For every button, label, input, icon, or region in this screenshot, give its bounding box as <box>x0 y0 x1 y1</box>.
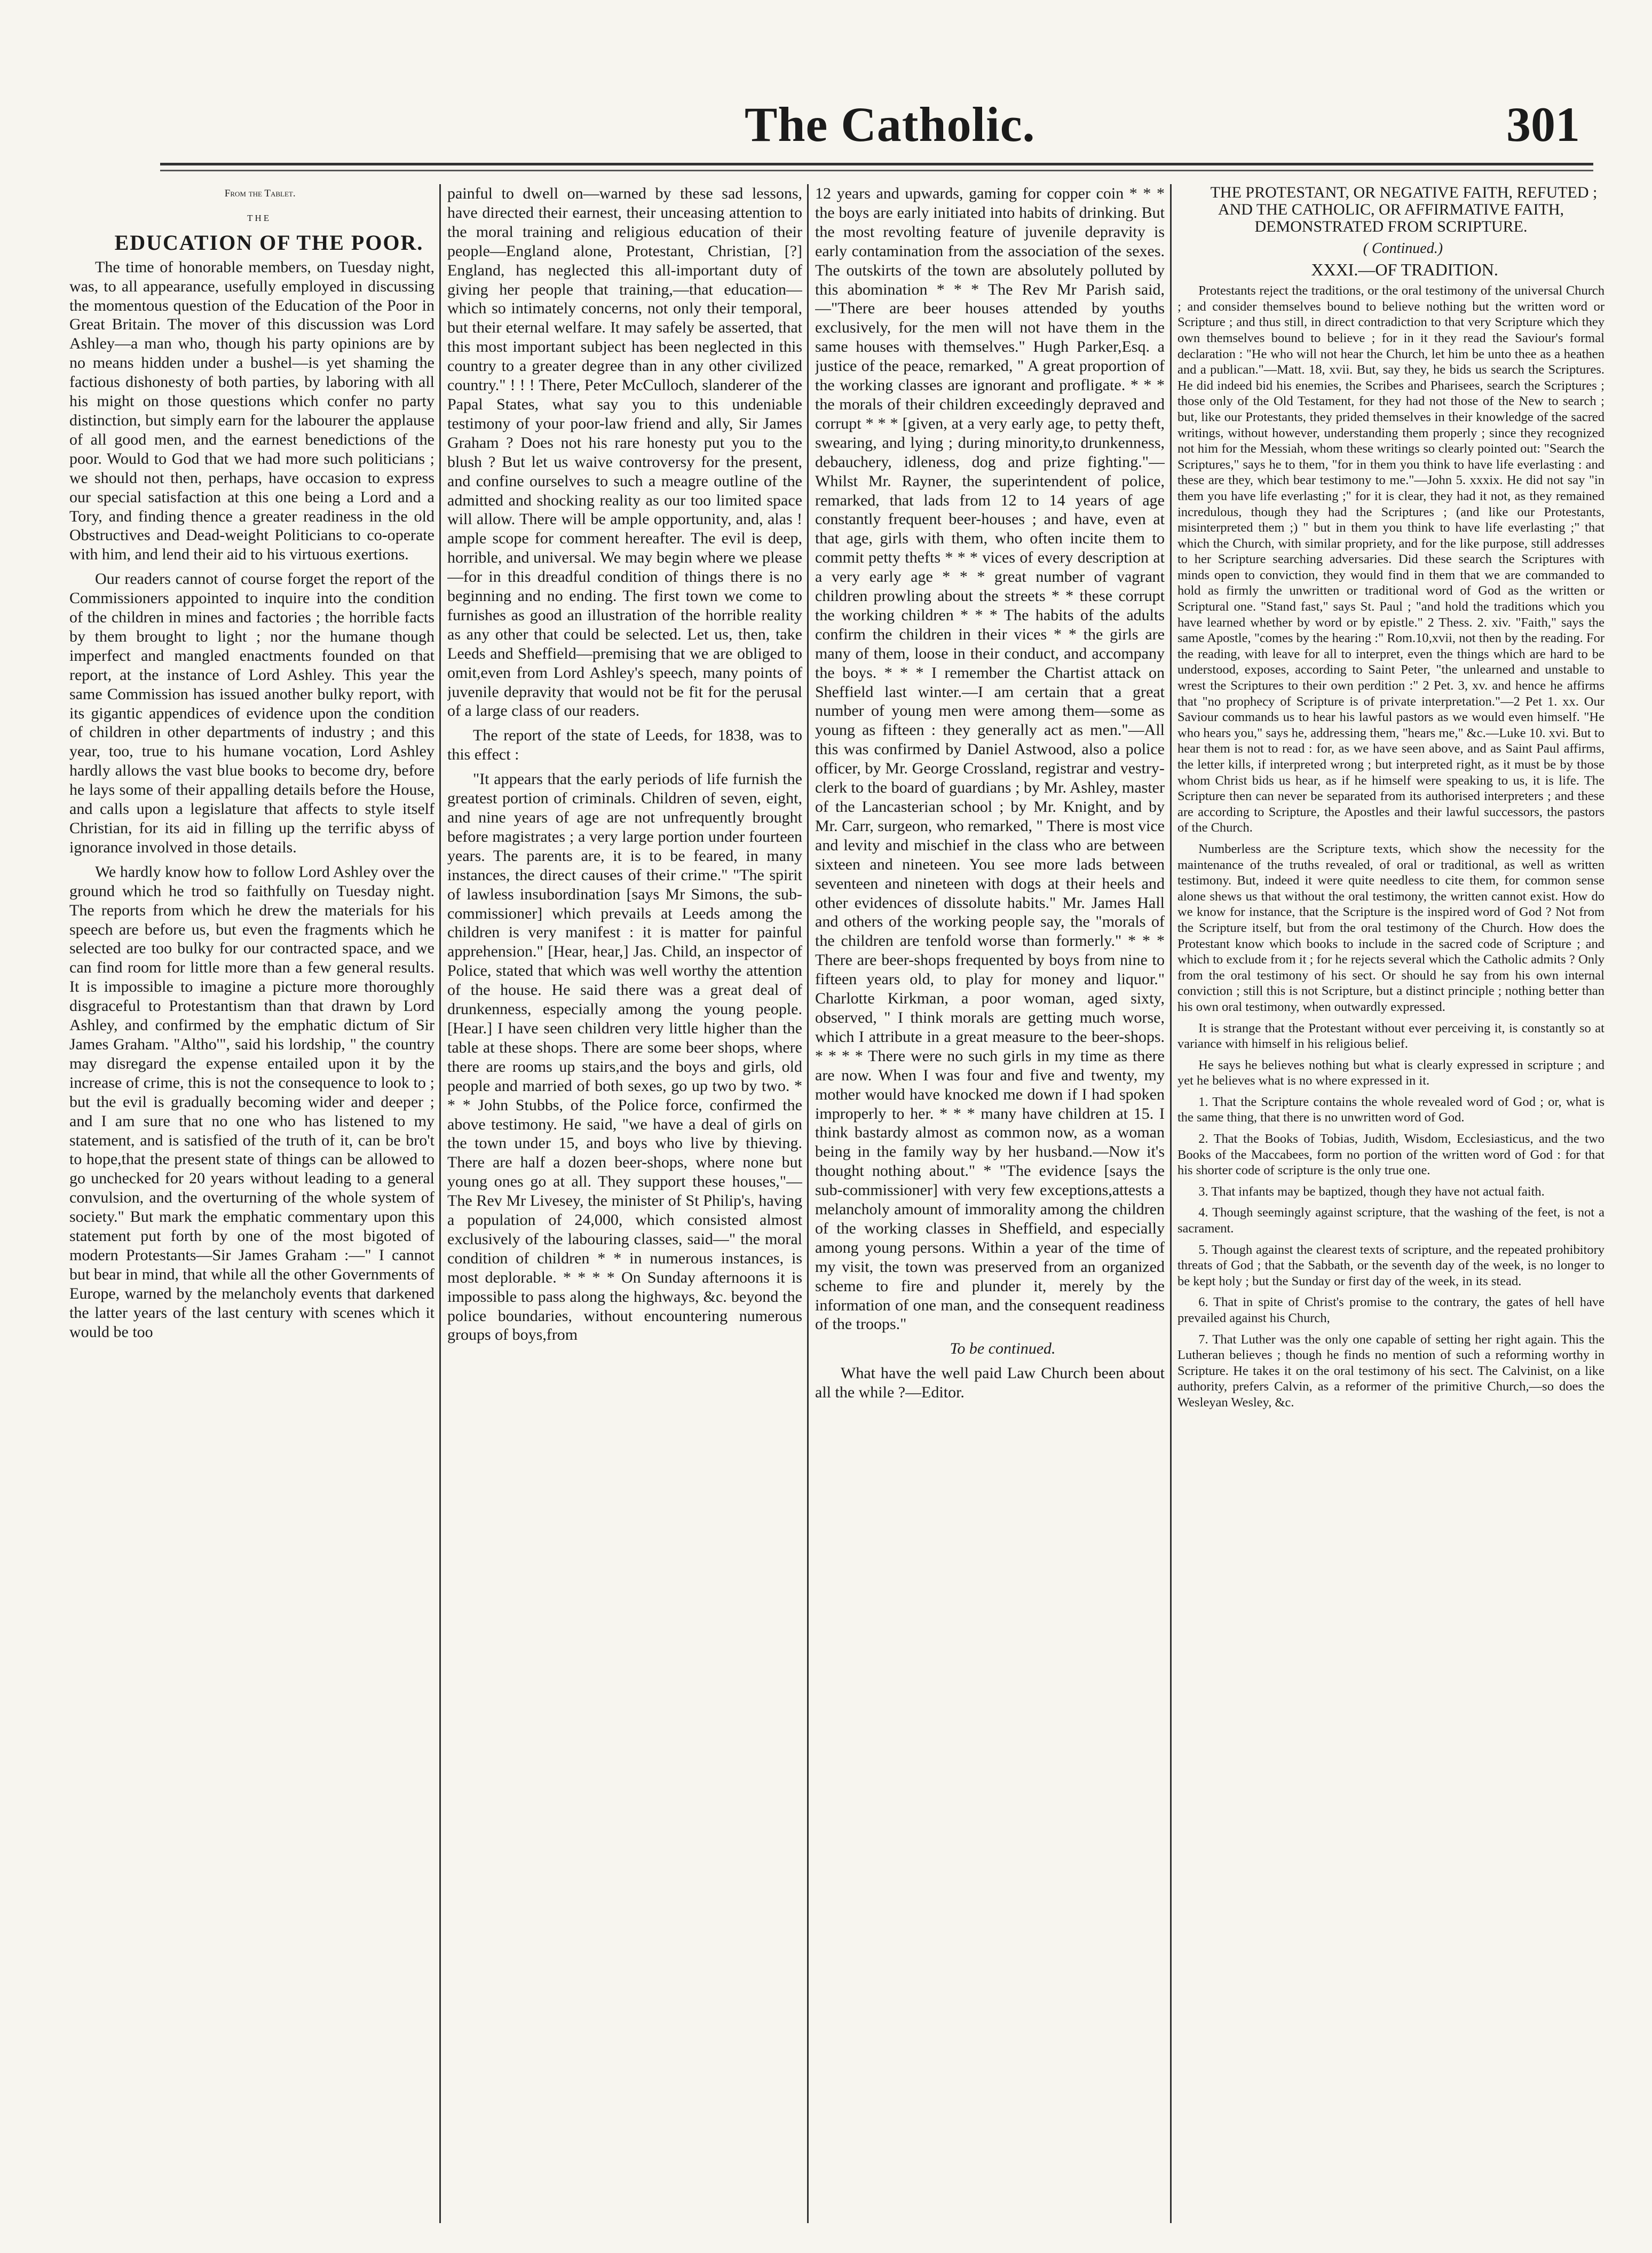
page-number: 301 <box>1506 97 1580 152</box>
paragraph: The time of honorable members, on Tuesday night, was, to all appearance, usefully employed in discussing the momentous question of the Education of the Poor in Great Britain. The mover of this discussion was Lord Ashley—a man who, though his party opinions are by no means hidden under a bushel—is yet shaming the factious dishonesty of both parties, by laboring with all his might on those questions which confer no party distinction, but simply earn for the labourer the applause of all good men, and the earnest benedictions of the poor. Would to God that we had more such politicians ; we should not then, perhaps, have occasion to express our special satisfaction at this one being a Lord and a Tory, and finding thence a greater readiness in the old Obstructives and Dead-weight Politicians to co-operate with him, and lend their aid to his virtuous exertions. <box>69 258 434 564</box>
column-divider <box>439 184 441 2223</box>
paragraph: "It appears that the early periods of life furnish the greatest portion of criminals. Children of seven, eight, and nine years of age are not unfrequently brought before magistrates ; a very large portion under fourteen years. The parents are, it is to be feared, in many instances, the direct causes of their crime." "The spirit of lawless insubordination [says Mr Simons, the sub-commissioner] which prevails at Leeds among the children is very manifest : it is matter for painful apprehension." [Hear, hear,] Jas. Child, an inspector of Police, stated that which was well worthy the attention of the house. He said there was a great deal of drunkenness, especially among the young people. [Hear.] I have seen children very little higher than the table at these shops. There are some beer shops, where there are rooms up stairs,and the boys and girls, old people and married of both sexes, go up two by two. * * * John Stubbs, of the Police force, confirmed the above testimony. He said, "we have a deal of girls on the town under 15, and boys who live by thieving. There are half a dozen beer-shops, where none but young ones go at all. They support these houses,"—The Rev Mr Livesey, the minister of St Philip's, having a population of 24,000, which consisted almost exclusively of the labouring classes, said—" the moral condition of children * * in numerous instances, is most deplorable. * * * * On Sunday afternoons it is impossible to pass along the highways, &c. beyond the police boundaries, without encountering numerous groups of boys,from <box>447 770 802 1344</box>
article-title: EDUCATION OF THE POOR. <box>114 230 424 255</box>
section-heading: XXXI.—OF TRADITION. <box>1311 259 1498 279</box>
editor-note: What have the well paid Law Church been about all the while ?—Editor. <box>815 1364 1165 1402</box>
continued-note: ( Continued.) <box>1363 240 1443 257</box>
list-item: 3. That infants may be baptized, though they have not actual faith. <box>1198 1184 1545 1199</box>
to-be-continued: To be continued. <box>950 1340 1056 1358</box>
column-divider <box>1170 184 1172 2223</box>
paragraph: It is strange that the Protestant without ever perceiving it, is constantly so at variance with himself in his religious belief. <box>1177 1021 1604 1052</box>
article-kicker: THE <box>247 212 272 223</box>
column-divider <box>807 184 809 2223</box>
paragraph: We hardly know how to follow Lord Ashley over the ground which he trod so faithfully on Tuesday night. The reports from which he drew the materials for his speech are before us, but even the fragments which he selected are too bulky for our contracted space, and we can find room for little more than a few general results. It is impossible to imagine a picture more thoroughly disgraceful to Protestantism than that drawn by Lord Ashley, and confirmed by the emphatic dictum of Sir James Graham. "Altho'", said his lordship, " the country may disregard the expense entailed upon it by the increase of crime, this is not the consequence to look to ; but the evil is gradually becoming wider and deeper ; and I am sure that no one who has listened to my statement, and is satisfied of the truth of it, can be bro't to hope,that the present state of things can be allowed to go unchecked for 20 years without leading to a general convulsion, and the overturning of the whole system of society." But mark the emphatic commentary upon this statement put forth by one of the most bigoted of modern Protestants—Sir James Graham :—" I cannot but bear in mind, that while all the other Governments of Europe, warned by the melancholy events that darkened the latter years of the last century with scenes which it would be too <box>69 863 434 1341</box>
list-item: 2. That the Books of Tobias, Judith, Wisdom, Ecclesiasticus, and the two Books of the Maccabees, form no portion of the written word of God : for that his shorter code of scripture is the only true one. <box>1177 1132 1604 1178</box>
column-1 <box>69 184 434 2223</box>
paragraph: Our readers cannot of course forget the report of the Commissioners appointed to inquire into the condition of the children in mines and factories ; the horrible facts by them brought to light ; nor the humane though imperfect and mangled enactments founded on that report, at the instance of Lord Ashley. This year the same Commission has issued another bulky report, with its gigantic appendices of evidence upon the condition of children in other departments of industry ; and this year, too, true to his humane vocation, Lord Ashley hardly allows the vast blue books to become dry, before he lays some of their appalling details before the House, and calls upon a legislature that affects to style itself Christian, for its aid in filling up the terrific abyss of ignorance involved in those details. <box>69 570 434 856</box>
list-item: 6. That in spite of Christ's promise to the contrary, the gates of hell have prevailed against his Church, <box>1177 1295 1604 1325</box>
article-title: THE PROTESTANT, OR NEGATIVE FAITH, REFUTED ; AND THE CATHOLIC, OR AFFIRMATIVE FAITH, DEMONSTRATED FROM SCRIPTURE. <box>1210 184 1598 235</box>
column-4 <box>1177 184 1604 2223</box>
list-item: 7. That Luther was the only one capable of setting her right again. This the Lutheran believes ; though he finds no mention of such a reforming worthy in Scripture. He takes it on the oral testimony of his sect. The Calvinist, on a like authority, prefers Calvin, as a reformer of the primitive Church,—so does the Wesleyan Wesley, &c. <box>1177 1332 1604 1410</box>
paragraph: 12 years and upwards, gaming for copper coin * * * the boys are early initiated into habits of drinking. But the most revolting feature of juvenile depravity is early contamination from the association of the sexes. The outskirts of the town are absolutely polluted by this abomination * * * The Rev Mr Parish said,—"There are beer houses attended by youths exclusively, for the men will not have them in the same houses with themselves." Hugh Parker,Esq. a justice of the peace, remarked, " A great proportion of the working classes are ignorant and profligate. * * * the morals of their children exceedingly depraved and corrupt * * * [given, at a very early age, to petty theft, swearing, and lying ; during minority,to drunkenness, debauchery, idleness, dog and prize fighting."—Whilst Mr. Rayner, the superintendent of police, remarked, that lads from 12 to 14 years of age constantly frequent beer-houses ; and have, even at that age, girls with them, who often incite them to commit petty thefts * * * vices of every description at a very early age * * * great number of vagrant children prowling about the streets * * these corrupt the working children * * * The habits of the adults confirm the children in their vices * * the girls are many of them, loose in their conduct, and accompany the boys. * * * I remember the Chartist attack on Sheffield last winter.—I am certain that a great number of young men were among them—some as young as fifteen : they generally act as men."—All this was confirmed by Daniel Astwood, also a police officer, by Mr. George Crossland, registrar and vestry-clerk to the board of guardians ; by Mr. Ashley, master of the Lancasterian school ; by Mr. Knight, and by Mr. Carr, surgeon, who remarked, " There is most vice and levity and mischief in the class who are between sixteen and nineteen. You see more lads between seventeen and nineteen with dogs at their heels and other evidences of dissolute habits." Mr. James Hall and others of the working people say, the "morals of the children are tenfold worse than formerly." * * * There are beer-shops frequented by boys from nine to fifteen years old, to play for money and liquor." Charlotte Kirkman, a poor woman, aged sixty, observed, " I think morals are getting much worse, which I attribute in a great measure to the beer-shops. * * * * There were no such girls in my time as there are now. When I was four and five and twenty, my mother would have knocked me down if I had spoken improperly to her. * * * many have children at 15. I think bastardy almost as common now, as a woman being in the family way by her husband.—Now it's thought nothing about." * "The evidence [says the sub-commissioner] with very few exceptions,attests a melancholy amount of immorality among the children of the working classes in Sheffield, and especially among young persons. Within a year of the time of my visit, the town was preserved from an organized scheme to fire and plunder it, merely by the information of one man, and the consequent readiness of the troops." <box>815 185 1165 1333</box>
paragraph: painful to dwell on—warned by these sad lessons, have directed their earnest, their unceasing attention to the moral training and religious education of their people—England alone, Protestant, Christian, [?] England, has neglected this all-important duty of giving her people that training,—that education—which so intimately concerns, not only their temporal, but their eternal welfare. It may safely be asserted, that this most important subject has been neglected in this country to a greater degree than in any other civilized country." ! ! ! There, Peter McCulloch, slanderer of the Papal States, what say you to this undeniable testimony of your poor-law friend and ally, Sir James Graham ? Does not his rare honesty put you to the blush ? But let us waive controversy for the present, and confine ourselves to such a meagre outline of the admitted and shocking reality as our too limited space will allow. There will be ample opportunity, and, alas ! ample scope for comment hereafter. The evil is deep, horrible, and universal. We may begin where we please—for in this dreadful condition of things there is no beginning and no ending. The first town we come to furnishes as good an illustration of the horrible reality as any other that could be selected. Let us, then, take Leeds and Sheffield—premising that we are obliged to omit,even from Lord Ashley's speech, many points of juvenile depravity that would not be fit for the perusal of a large class of our readers. <box>447 185 802 720</box>
column-2 <box>447 184 802 2223</box>
list-item: 4. Though seemingly against scripture, that the washing of the feet, is not a sacrament. <box>1177 1205 1604 1236</box>
column-3 <box>815 184 1165 2223</box>
paragraph: The report of the state of Leeds, for 1838, was to this effect : <box>447 726 802 764</box>
header-rule-thin <box>160 170 1593 171</box>
paragraph: Protestants reject the traditions, or the oral testimony of the universal Church ; and consider themselves bound to believe nothing but the written word or Scripture ; and thus still, in direct contradiction to that very Scripture which they own themselves bound to believe ; for in it they read the Saviour's formal declaration : "He who will not hear the Church, let him be unto thee as a heathen and a publican."—Matt. 18, xvii. But, say they, he bids us search the Scriptures. He did indeed bid his enemies, the Scribes and Pharisees, search the Scriptures ; those only of the Old Testament, for they had not those of the New to search ; but, like our Protestants, they prided themselves in their knowledge of the sacred writings, without however, understanding them properly ; since they recognized not him for the Messiah, whom these writings so clearly pointed out: "Search the Scriptures," says he to them, "for in them you think to have life everlasting : and these are they, which bear testimony to me."—John 5. xxxix. He did not say "in them you have life everlasting ;" for it is clear, they had it not, as they remained incredulous, though they had the Scriptures ; (and like our Protestants, misinterpreted them ;) " but in them you think to have life everlasting ;" that which the Church, with similar propriety, and for the like purpose, still addresses to her Scripture searching adversaries. Did these search the Scriptures with minds open to conviction, they would find in them that we are commanded to hold as firmly the unwritten or traditional word of God as the written or Scriptural one. "Stand fast," says St. Paul ; "and hold the traditions which you have learned whether by word or by epistle." 2 Thess. 2. xiv. "Faith," says the same Apostle, "comes by the hearing :" Rom.10,xvii, not then by the reading. For the reading, with leave for all to interpret, even the things which are hard to be understood, exposes, according to Saint Peter, "the unlearned and unstable to wrest the Scriptures to their own perdition :" 2 Pet. 3, xv. and hence he affirms that "no prophecy of Scripture is of private interpretation."—2 Pet 1. xx. Our Saviour commands us to hear his lawful pastors as we would even himself. "He who hears you," says he, addressing them, "hears me," &c.—Luke 10. xvi. But to hear them is not to read : for, as we have seen above, and as Saint Paul affirms, the letter kills, if interpreted wrong ; but interpreted right, as it must be by those whom Christ bids us hear, as if he himself were speaking to us, it is life. The Scripture then can never be separated from its authorised interpreters ; and these are according to Scripture, the Apostles and their lawful successors, the pastors of the Church. <box>1177 283 1604 835</box>
list-item: 5. Though against the clearest texts of scripture, and the repeated prohibitory threats of God ; that the Sabbath, or the seventh day of the week, is no longer to be kept holy ; but the Sunday or first day of the week, in its stead. <box>1177 1242 1604 1288</box>
source-line: From the Tablet. <box>224 188 296 199</box>
masthead: The Catholic. <box>745 97 1036 152</box>
page-header <box>0 96 1652 160</box>
header-rule <box>160 163 1593 165</box>
list-item: 1. That the Scripture contains the whole revealed word of God ; or, what is the same thing, that there is no unwritten word of God. <box>1177 1094 1604 1125</box>
paragraph: He says he believes nothing but what is clearly expressed in scripture ; and yet he believes what is no where expressed in it. <box>1177 1057 1604 1088</box>
paragraph: Numberless are the Scripture texts, which show the necessity for the maintenance of the truths revealed, of oral or traditional, as well as written testimony. But, indeed it were quite needless to cite them, for common sense alone shews us that without the oral testimony, the written cannot exist. How do we know for instance, that the Scripture is the inspired word of God ? Not from the Scripture itself, but from the oral testimony of the Church. How does the Protestant know which books to include in the sacred code of Scripture ; and which to exclude from it ; for he rejects several which the Catholic admits ? Only from the oral testimony of his sect. Or should he say from his own internal conviction ; still this is not Scripture, but a distinct principle ; nothing better than his own oral testimony, when outwardly expressed. <box>1177 841 1604 1014</box>
